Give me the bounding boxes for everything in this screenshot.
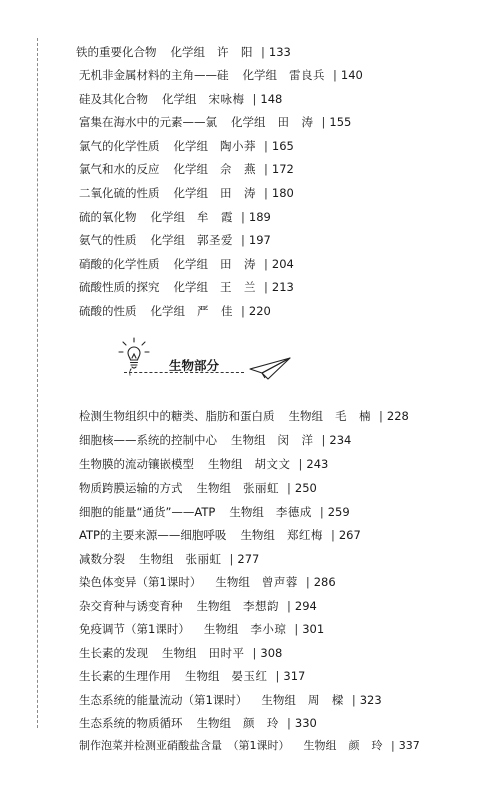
- toc-entry[interactable]: [79, 738, 420, 754]
- page-separator: |: [261, 45, 265, 59]
- toc-entry[interactable]: [79, 645, 282, 661]
- entry-group: 化学组: [162, 92, 197, 106]
- toc-entry[interactable]: [79, 574, 336, 590]
- entry-page: 213: [271, 280, 294, 294]
- page-separator: |: [294, 622, 299, 636]
- entry-page: 180: [271, 186, 294, 200]
- entry-author: 周 樑: [307, 693, 344, 707]
- entry-group: 生物组: [231, 433, 266, 447]
- entry-author: 李想韵: [243, 599, 279, 613]
- entry-group: 化学组: [173, 280, 208, 294]
- entry-author: 晏玉红: [231, 669, 268, 683]
- entry-author: 田时平: [208, 646, 245, 660]
- entry-page: 172: [271, 162, 294, 176]
- page-separator: |: [298, 457, 303, 471]
- page-separator: |: [264, 280, 268, 294]
- entry-page: 337: [398, 739, 420, 752]
- toc-entry[interactable]: [79, 527, 361, 543]
- paper-plane-icon: [248, 355, 292, 381]
- entry-author: 曾声蓉: [261, 575, 298, 589]
- entry-group: 生物组: [196, 481, 231, 495]
- page-separator: |: [305, 575, 310, 589]
- entry-group: 生物组: [229, 505, 264, 519]
- toc-entry[interactable]: [79, 114, 351, 130]
- entry-title: 细胞的能量“通货”——ATP: [79, 505, 216, 519]
- page-separator: |: [333, 68, 337, 82]
- entry-page: 330: [294, 716, 317, 730]
- entry-page: 267: [338, 528, 361, 542]
- entry-author: 胡文文: [254, 457, 291, 471]
- entry-group: 化学组: [170, 45, 205, 59]
- entry-author: 佘 燕: [220, 162, 256, 176]
- toc-entry[interactable]: [79, 504, 350, 520]
- entry-title: 免疫调节（第1课时）: [79, 622, 190, 636]
- entry-title: 硝酸的化学性质: [79, 257, 160, 271]
- entry-title: 氯气和水的反应: [79, 162, 160, 176]
- entry-title: 生长素的发现: [79, 646, 148, 660]
- page-separator: |: [319, 505, 324, 519]
- toc-entry[interactable]: [79, 232, 271, 248]
- toc-entry[interactable]: [79, 432, 351, 448]
- entry-page: 323: [359, 693, 382, 707]
- entry-title: 染色体变异（第1课时）: [79, 575, 202, 589]
- entry-group: 生物组: [303, 739, 337, 752]
- entry-page: 165: [271, 139, 294, 153]
- entry-title: ATP的主要来源——细胞呼吸: [79, 528, 227, 542]
- entry-author: 闵 洋: [277, 433, 314, 447]
- page-separator: |: [264, 257, 268, 271]
- entry-page: 277: [237, 552, 260, 566]
- lightbulb-icon: [117, 336, 151, 376]
- entry-page: 250: [294, 481, 317, 495]
- page-separator: |: [252, 92, 257, 106]
- entry-author: 张丽虹: [185, 552, 222, 566]
- entry-title: 氨气的性质: [79, 233, 137, 247]
- entry-group: 化学组: [150, 304, 185, 318]
- toc-entry[interactable]: [79, 598, 317, 614]
- toc-entry[interactable]: [79, 209, 271, 225]
- entry-title: 生长素的生理作用: [79, 669, 171, 683]
- entry-group: 生物组: [196, 599, 231, 613]
- entry-author: 毛 楠: [335, 409, 371, 423]
- entry-author: 郑红梅: [286, 528, 323, 542]
- toc-entry[interactable]: [79, 67, 363, 83]
- entry-page: 234: [329, 433, 352, 447]
- entry-author: 颜 玲: [243, 716, 279, 730]
- entry-page: 140: [340, 68, 363, 82]
- entry-group: 生物组: [215, 575, 250, 589]
- entry-title: 杂交育种与诱变育种: [79, 599, 183, 613]
- page-separator: |: [330, 528, 335, 542]
- entry-page: 228: [386, 409, 409, 423]
- entry-title: 生态系统的物质循环: [79, 716, 183, 730]
- page-separator: |: [241, 210, 245, 224]
- entry-group: 化学组: [150, 210, 185, 224]
- entry-title: 生态系统的能量流动（第1课时）: [79, 693, 248, 707]
- entry-title: 检测生物组织中的糖类、脂肪和蛋白质: [79, 409, 275, 423]
- entry-page: 220: [248, 304, 271, 318]
- page-separator: |: [287, 716, 291, 730]
- entry-title: 细胞核——系统的控制中心: [79, 433, 217, 447]
- entry-group: 化学组: [173, 186, 208, 200]
- toc-entry[interactable]: [79, 715, 317, 731]
- margin-dashed-rule: [37, 38, 38, 728]
- entry-page: 197: [248, 233, 271, 247]
- entry-author: 田 涛: [220, 186, 256, 200]
- entry-group: 化学组: [242, 68, 277, 82]
- toc-entry[interactable]: [79, 551, 259, 567]
- page-separator: |: [351, 693, 356, 707]
- entry-page: 133: [268, 45, 291, 59]
- entry-title: 铁的重要化合物: [76, 45, 157, 59]
- entry-title: 物质跨膜运输的方式: [79, 481, 183, 495]
- toc-entry[interactable]: [79, 256, 294, 272]
- page-separator: |: [321, 433, 326, 447]
- toc-entry[interactable]: [79, 303, 271, 319]
- entry-group: 生物组: [139, 552, 174, 566]
- entry-page: 243: [306, 457, 329, 471]
- toc-entry[interactable]: [79, 161, 294, 177]
- toc-entry[interactable]: [79, 138, 294, 154]
- entry-author: 宋咏梅: [208, 92, 245, 106]
- page-separator: |: [241, 233, 245, 247]
- entry-author: 李小琼: [250, 622, 287, 636]
- entry-group: 化学组: [231, 115, 266, 129]
- toc-entry[interactable]: [79, 456, 328, 472]
- toc-entry[interactable]: [79, 692, 382, 708]
- page-separator: |: [275, 669, 280, 683]
- toc-entry[interactable]: [76, 44, 291, 60]
- entry-author: 王 兰: [220, 280, 256, 294]
- entry-author: 郭圣爱: [197, 233, 233, 247]
- page-separator: |: [241, 304, 245, 318]
- entry-group: 生物组: [208, 457, 243, 471]
- entry-page: 155: [329, 115, 352, 129]
- entry-page: 294: [294, 599, 317, 613]
- entry-title: 硫的氧化物: [79, 210, 137, 224]
- toc-entry[interactable]: [79, 408, 409, 424]
- entry-group: 生物组: [261, 693, 296, 707]
- toc-entry[interactable]: [79, 668, 305, 684]
- entry-page: 148: [260, 92, 283, 106]
- page-separator: |: [264, 139, 268, 153]
- entry-author: 严 佳: [197, 304, 233, 318]
- entry-group: 生物组: [162, 646, 197, 660]
- toc-entry[interactable]: [79, 91, 282, 107]
- page-separator: |: [252, 646, 257, 660]
- entry-title: 减数分裂: [79, 552, 125, 566]
- entry-group: 化学组: [173, 139, 208, 153]
- toc-entry[interactable]: [79, 279, 294, 295]
- entry-title: 制作泡菜并检测亚硝酸盐含量 （第1课时）: [79, 739, 290, 752]
- entry-author: 张丽虹: [243, 481, 279, 495]
- page-separator: |: [379, 409, 383, 423]
- entry-title: 硫酸的性质: [79, 304, 137, 318]
- entry-page: 317: [283, 669, 306, 683]
- entry-author: 田 涛: [277, 115, 314, 129]
- entry-title: 硫酸性质的探究: [79, 280, 160, 294]
- page-separator: |: [264, 162, 268, 176]
- entry-page: 308: [260, 646, 283, 660]
- entry-page: 204: [271, 257, 294, 271]
- page-separator: |: [229, 552, 234, 566]
- page-separator: |: [321, 115, 326, 129]
- section-dashed-line: [124, 372, 244, 373]
- page-separator: |: [391, 739, 395, 752]
- entry-group: 生物组: [240, 528, 275, 542]
- section-title: 生物部分: [169, 358, 220, 373]
- toc-entry[interactable]: [79, 621, 324, 637]
- entry-title: 硅及其化合物: [79, 92, 148, 106]
- entry-author: 陶小莽: [220, 139, 256, 153]
- entry-author: 雷良兵: [289, 68, 325, 82]
- entry-author: 田 涛: [220, 257, 256, 271]
- entry-group: 化学组: [150, 233, 185, 247]
- entry-author: 颜 玲: [348, 739, 383, 752]
- entry-group: 生物组: [203, 622, 239, 636]
- entry-group: 生物组: [288, 409, 323, 423]
- entry-page: 259: [327, 505, 350, 519]
- toc-entry[interactable]: [79, 185, 294, 201]
- entry-page: 189: [248, 210, 271, 224]
- entry-page: 286: [313, 575, 336, 589]
- page-separator: |: [287, 599, 291, 613]
- entry-group: 生物组: [185, 669, 220, 683]
- entry-title: 氯气的化学性质: [79, 139, 160, 153]
- entry-author: 牟 霞: [197, 210, 233, 224]
- page-separator: |: [287, 481, 291, 495]
- entry-title: 生物膜的流动镶嵌模型: [79, 457, 194, 471]
- entry-title: 富集在海水中的元素——氯: [79, 115, 217, 129]
- page-separator: |: [264, 186, 268, 200]
- entry-title: 二氧化硫的性质: [79, 186, 160, 200]
- entry-author: 李德成: [275, 505, 312, 519]
- entry-page: 301: [302, 622, 325, 636]
- entry-group: 化学组: [173, 162, 208, 176]
- toc-entry[interactable]: [79, 480, 317, 496]
- entry-title: 无机非金属材料的主角——硅: [79, 68, 229, 82]
- entry-group: 化学组: [173, 257, 208, 271]
- entry-group: 生物组: [196, 716, 231, 730]
- entry-author: 许 阳: [217, 45, 253, 59]
